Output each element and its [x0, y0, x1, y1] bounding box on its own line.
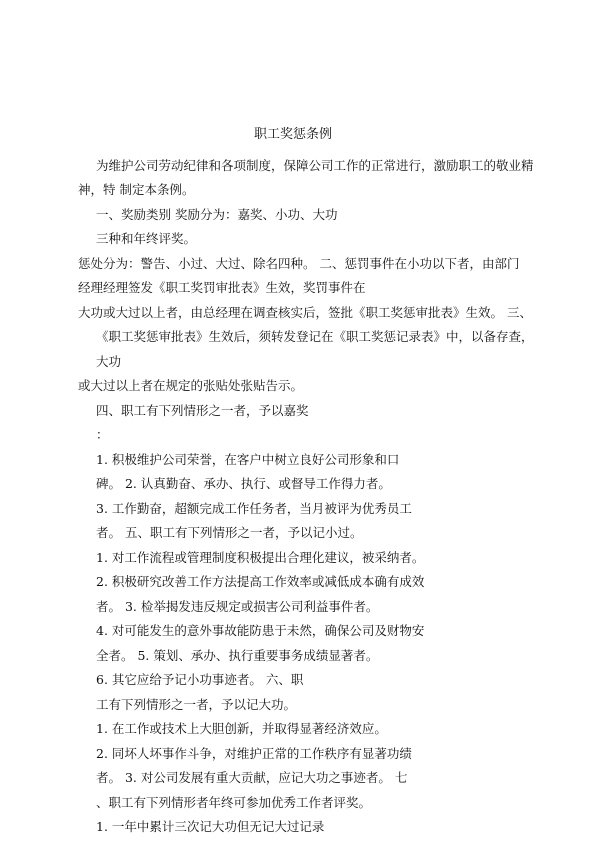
- paragraph-line: 1. 一年中累计三次记大功但无记大过记录: [96, 819, 325, 834]
- paragraph-line: 三种和年终评奖。: [96, 231, 197, 246]
- paragraph-line: 为维护公司劳动纪律和各项制度，保障公司工作的正常进行，激励职工的敬业精: [96, 158, 534, 173]
- paragraph-line: 1. 积极维护公司荣誉，在客户中树立良好公司形象和口: [96, 452, 400, 467]
- paragraph-line: 4. 对可能发生的意外事故能防患于未然，确保公司及财物安: [96, 623, 425, 638]
- paragraph-line: 6. 其它应给予记小功事迹者。 六、职: [96, 672, 304, 687]
- paragraph-line: 全者。 5. 策划、承办、执行重要事务成绩显著者。: [96, 648, 379, 663]
- paragraph-line: 工有下列情形之一者，予以记大功。: [96, 697, 297, 712]
- paragraph-line: 碑。 2. 认真勤奋、承办、执行、或督导工作得力者。: [96, 476, 391, 491]
- paragraph-line: 惩处分为：警告、小过、大过、除名四种。 二、惩罚事件在小功以下者，由部门: [78, 256, 520, 271]
- paragraph-line: 一、奖励类别 奖励分为：嘉奖、小功、大功: [96, 207, 338, 222]
- document-title: 职工奖惩条例: [254, 127, 333, 142]
- paragraph-line: 2. 积极研究改善工作方法提高工作效率或减低成本确有成效: [96, 574, 425, 589]
- paragraph-line: 者。 3. 对公司发展有重大贡献，应记大功之事迹者。 七: [96, 770, 408, 785]
- paragraph-line: 或大过以上者在规定的张贴处张贴告示。: [78, 378, 304, 393]
- paragraph-line: 大功: [96, 354, 122, 369]
- paragraph-line: 者。 3. 检举揭发违反规定或损害公司利益事件者。: [96, 599, 379, 614]
- paragraph-line: 1. 在工作或技术上大胆创新，并取得显著经济效应。: [96, 721, 387, 736]
- paragraph-line: ：: [96, 427, 109, 442]
- paragraph-line: 神，特 制定本条例。: [78, 182, 195, 197]
- paragraph-line: 《职工奖惩审批表》生效后，须转发登记在《职工奖惩记录表》中，以备存查，: [96, 329, 534, 344]
- paragraph-line: 、职工有下列情形者年终可参加优秀工作者评奖。: [96, 795, 372, 810]
- paragraph-line: 3. 工作勤奋，超额完成工作任务者，当月被评为优秀员工: [96, 501, 412, 516]
- paragraph-line: 1. 对工作流程或管理制度积极提出合理化建议，被采纳者。: [96, 550, 425, 565]
- paragraph-line: 者。 五、职工有下列情形之一者，予以记小过。: [96, 525, 363, 540]
- paragraph-line: 经理经理签发《职工奖罚审批表》生效，奖罚事件在: [78, 280, 366, 295]
- paragraph-line: 大功或大过以上者，由总经理在调查核实后，签批《职工奖惩审批表》生效。 三、: [78, 305, 532, 320]
- paragraph-line: 2. 同坏人坏事作斗争，对维护正常的工作秩序有显著功绩: [96, 746, 412, 761]
- paragraph-line: 四、职工有下列情形之一者，予以嘉奖: [96, 403, 309, 418]
